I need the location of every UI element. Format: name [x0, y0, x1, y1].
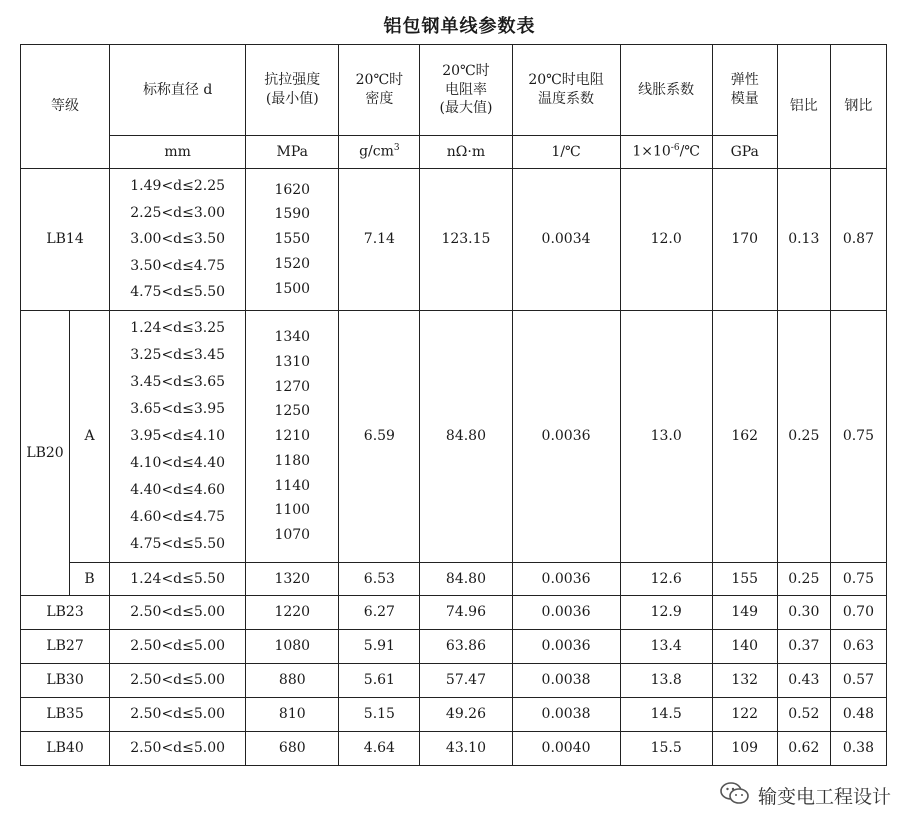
- al-ratio-cell: 0.25: [777, 563, 830, 596]
- diameter-cell: 2.50<d≤5.00: [110, 698, 246, 732]
- table-row-lb23: [21, 596, 887, 630]
- expansion-cell: 13.4: [620, 630, 712, 664]
- density-cell: 5.91: [339, 630, 420, 664]
- header-strength: [246, 45, 339, 136]
- header-modulus-line1: 弹性: [730, 72, 759, 89]
- expansion-cell: 12.9: [620, 596, 712, 630]
- al-ratio-cell: 0.13: [777, 169, 830, 311]
- diameter-range: 1.49<d≤2.25: [130, 178, 226, 195]
- table-row-lb30: [21, 664, 887, 698]
- diameter-range: 4.10<d≤4.40: [130, 455, 226, 471]
- strength-value: 1310: [274, 353, 311, 370]
- header-diameter: 标称直径 d: [110, 45, 246, 136]
- strength-value: 1340: [274, 328, 311, 345]
- diameter-cell: 2.50<d≤5.00: [110, 664, 246, 698]
- density-cell: 7.14: [339, 169, 420, 311]
- grade-cell: LB30: [21, 664, 110, 698]
- header-resistivity-line3: (最大值): [439, 100, 493, 117]
- strength-value: 1550: [274, 231, 311, 248]
- table-row-lb14: [21, 169, 887, 311]
- resistivity-cell: 49.26: [420, 698, 512, 732]
- al-ratio-cell: 0.43: [777, 664, 830, 698]
- strength-value: 1100: [274, 502, 311, 519]
- header-modulus-line2: 模量: [730, 91, 759, 107]
- strength-value: 1590: [274, 206, 311, 223]
- diameter-range: 3.50<d≤4.75: [130, 257, 226, 274]
- unit-expansion-suffix: /℃: [679, 143, 700, 160]
- header-density-line2: 密度: [365, 91, 394, 107]
- strength-value: 1070: [274, 527, 311, 544]
- unit-density-base: g/cm: [359, 143, 394, 160]
- header-density-line1: 20℃时: [355, 72, 404, 89]
- resistivity-cell: 84.80: [420, 311, 512, 563]
- density-cell: 6.53: [339, 563, 420, 596]
- header-row: [21, 45, 887, 136]
- diameter-cell: [110, 311, 246, 563]
- temp-coef-cell: 0.0038: [512, 698, 620, 732]
- expansion-cell: 13.0: [620, 311, 712, 563]
- header-al-ratio: 铝比: [777, 45, 830, 169]
- parameters-table: [20, 44, 887, 766]
- unit-diameter: mm: [110, 136, 246, 169]
- temp-coef-cell: 0.0038: [512, 664, 620, 698]
- modulus-cell: 170: [712, 169, 777, 311]
- modulus-cell: 162: [712, 311, 777, 563]
- header-resistivity: [420, 45, 512, 136]
- strength-value: 1180: [274, 452, 311, 469]
- diameter-cell: [110, 169, 246, 311]
- temp-coef-cell: 0.0036: [512, 630, 620, 664]
- density-cell: 5.61: [339, 664, 420, 698]
- strength-cell: 880: [246, 664, 339, 698]
- steel-ratio-cell: 0.38: [830, 732, 886, 766]
- wechat-icon: [720, 781, 750, 810]
- subgrade-cell: A: [70, 311, 110, 563]
- grade-cell: LB35: [21, 698, 110, 732]
- temp-coef-cell: 0.0036: [512, 563, 620, 596]
- diameter-range: 3.25<d≤3.45: [130, 347, 226, 363]
- subgrade-cell: B: [70, 563, 110, 596]
- header-expansion: 线胀系数: [620, 45, 712, 136]
- strength-value: 1520: [274, 255, 311, 272]
- header-modulus: [712, 45, 777, 136]
- modulus-cell: 122: [712, 698, 777, 732]
- density-cell: 5.15: [339, 698, 420, 732]
- header-resistivity-line1: 20℃时: [442, 62, 490, 79]
- al-ratio-cell: 0.62: [777, 732, 830, 766]
- density-cell: 6.27: [339, 596, 420, 630]
- density-cell: 6.59: [339, 311, 420, 563]
- grade-cell: LB27: [21, 630, 110, 664]
- grade-cell: LB14: [21, 169, 110, 311]
- header-temp-coef-line2: 温度系数: [538, 91, 595, 107]
- grade-cell: LB20: [21, 311, 70, 596]
- resistivity-cell: 84.80: [420, 563, 512, 596]
- diameter-range: 3.00<d≤3.50: [130, 231, 226, 248]
- al-ratio-cell: 0.25: [777, 311, 830, 563]
- table-row-lb20-b: [21, 563, 887, 596]
- strength-cell: 1080: [246, 630, 339, 664]
- table-title: 铝包钢单线参数表: [383, 16, 536, 37]
- strength-cell: 1220: [246, 596, 339, 630]
- diameter-range: 4.40<d≤4.60: [130, 482, 226, 498]
- diameter-range: 4.75<d≤5.50: [130, 284, 226, 301]
- expansion-cell: 14.5: [620, 698, 712, 732]
- strength-cell: 1320: [246, 563, 339, 596]
- diameter-cell: 2.50<d≤5.00: [110, 732, 246, 766]
- diameter-range: 3.65<d≤3.95: [130, 401, 226, 417]
- modulus-cell: 140: [712, 630, 777, 664]
- table-row-lb40: [21, 732, 887, 766]
- strength-value: 1210: [274, 428, 311, 445]
- strength-cell: [246, 311, 339, 563]
- header-resistivity-line2: 电阻率: [444, 81, 487, 98]
- diameter-range: 2.25<d≤3.00: [130, 204, 226, 221]
- header-steel-ratio: 钢比: [830, 45, 886, 169]
- expansion-cell: 15.5: [620, 732, 712, 766]
- header-temp-coef: [512, 45, 620, 136]
- diameter-range: 3.45<d≤3.65: [130, 374, 226, 390]
- diameter-range: 4.60<d≤4.75: [130, 509, 226, 525]
- steel-ratio-cell: 0.87: [830, 169, 886, 311]
- unit-modulus: GPa: [712, 136, 777, 169]
- temp-coef-cell: 0.0040: [512, 732, 620, 766]
- header-strength-line1: 抗拉强度: [264, 72, 321, 89]
- steel-ratio-cell: 0.63: [830, 630, 886, 664]
- density-cell: 4.64: [339, 732, 420, 766]
- al-ratio-cell: 0.37: [777, 630, 830, 664]
- unit-expansion-exp: -6: [670, 143, 680, 154]
- strength-cell: 680: [246, 732, 339, 766]
- table-row-lb35: [21, 698, 887, 732]
- steel-ratio-cell: 0.75: [830, 563, 886, 596]
- header-temp-coef-line1: 20℃时电阻: [528, 72, 604, 89]
- diameter-cell: 1.24<d≤5.50: [110, 563, 246, 596]
- diameter-cell: 2.50<d≤5.00: [110, 630, 246, 664]
- unit-resistivity: nΩ·m: [420, 136, 512, 169]
- expansion-cell: 12.0: [620, 169, 712, 311]
- strength-value: 1270: [274, 378, 311, 395]
- expansion-cell: 12.6: [620, 563, 712, 596]
- al-ratio-cell: 0.52: [777, 698, 830, 732]
- unit-temp-coef: 1/℃: [512, 136, 620, 169]
- unit-density-exp: 3: [393, 143, 400, 154]
- watermark-text: 输变电工程设计: [757, 786, 891, 808]
- temp-coef-cell: 0.0036: [512, 596, 620, 630]
- strength-value: 1500: [274, 280, 311, 297]
- modulus-cell: 155: [712, 563, 777, 596]
- table-row-lb20-a: [21, 311, 887, 563]
- header-strength-line2: (最小值): [265, 91, 319, 107]
- diameter-cell: 2.50<d≤5.00: [110, 596, 246, 630]
- unit-density: [339, 136, 420, 169]
- units-row: [21, 136, 887, 169]
- diameter-range: 1.24<d≤3.25: [130, 320, 226, 336]
- steel-ratio-cell: 0.75: [830, 311, 886, 563]
- diameter-range: 3.95<d≤4.10: [130, 428, 226, 444]
- steel-ratio-cell: 0.70: [830, 596, 886, 630]
- unit-expansion-base: 1×10: [632, 143, 671, 160]
- table-row-lb27: [21, 630, 887, 664]
- resistivity-cell: 57.47: [420, 664, 512, 698]
- strength-cell: [246, 169, 339, 311]
- modulus-cell: 109: [712, 732, 777, 766]
- steel-ratio-cell: 0.48: [830, 698, 886, 732]
- diameter-range: 4.75<d≤5.50: [130, 536, 226, 552]
- watermark: [720, 781, 891, 810]
- temp-coef-cell: 0.0036: [512, 311, 620, 563]
- modulus-cell: 132: [712, 664, 777, 698]
- steel-ratio-cell: 0.57: [830, 664, 886, 698]
- strength-value: 1250: [274, 403, 311, 420]
- al-ratio-cell: 0.30: [777, 596, 830, 630]
- header-grade: 等级: [21, 45, 110, 169]
- resistivity-cell: 123.15: [420, 169, 512, 311]
- resistivity-cell: 74.96: [420, 596, 512, 630]
- strength-value: 1140: [274, 477, 311, 494]
- grade-cell: LB23: [21, 596, 110, 630]
- unit-expansion: [620, 136, 712, 169]
- expansion-cell: 13.8: [620, 664, 712, 698]
- grade-cell: LB40: [21, 732, 110, 766]
- strength-cell: 810: [246, 698, 339, 732]
- unit-strength: MPa: [246, 136, 339, 169]
- header-density: [339, 45, 420, 136]
- modulus-cell: 149: [712, 596, 777, 630]
- temp-coef-cell: 0.0034: [512, 169, 620, 311]
- resistivity-cell: 63.86: [420, 630, 512, 664]
- resistivity-cell: 43.10: [420, 732, 512, 766]
- strength-value: 1620: [274, 181, 311, 198]
